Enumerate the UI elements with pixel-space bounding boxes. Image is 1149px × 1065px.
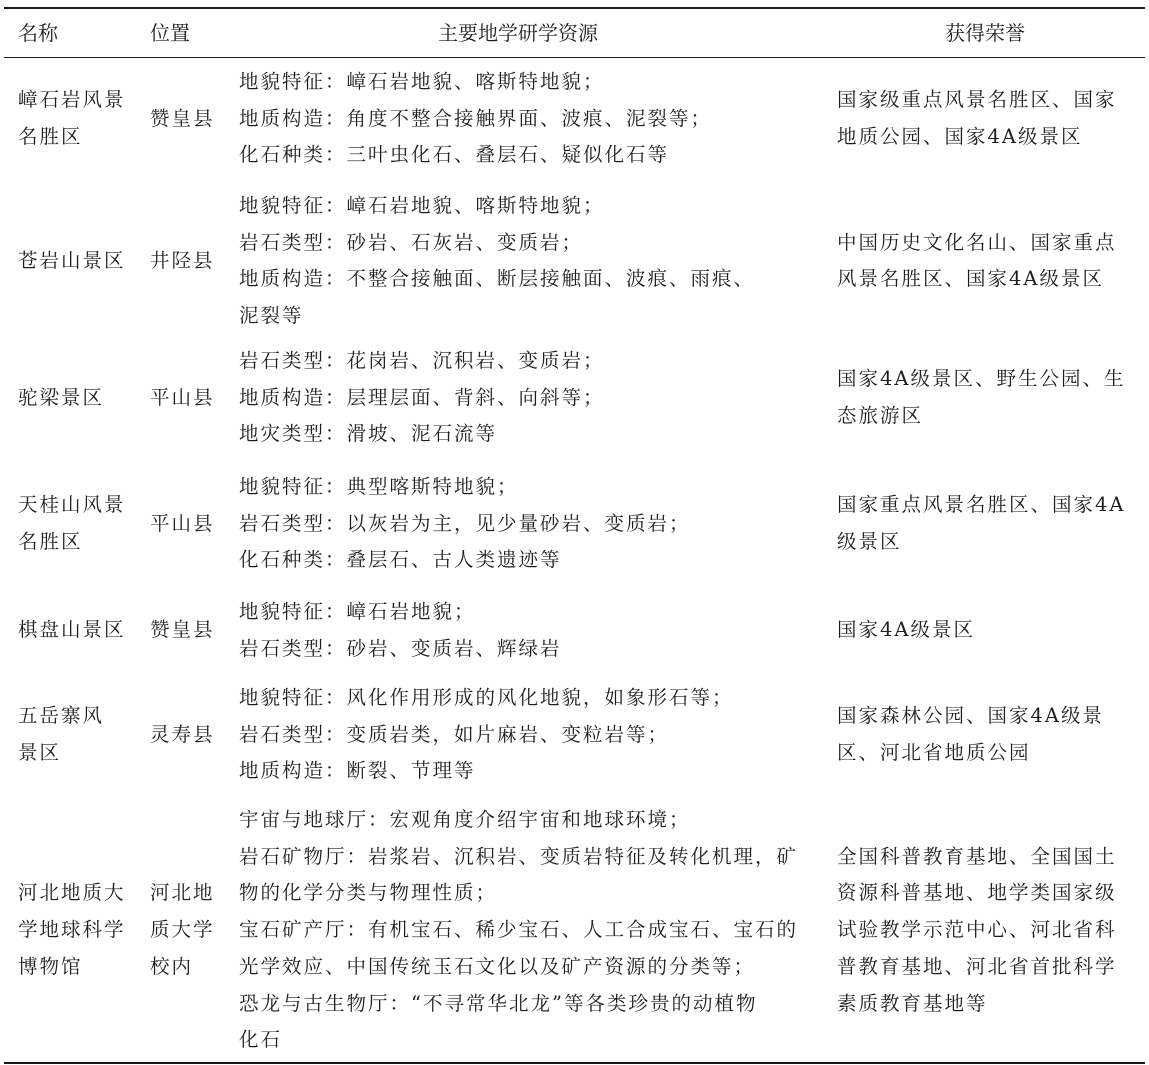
header-resources: 主要地学研学资源: [438, 21, 598, 45]
honors-line: 普教育基地、河北省首批科学: [837, 954, 1117, 978]
honors-line: 中国历史文化名山、国家重点: [837, 230, 1117, 254]
resources-line: 化石种类：叠层石、古人类遗迹等: [239, 548, 562, 572]
location-line: 质大学: [150, 918, 215, 942]
cell-name: [18, 243, 126, 280]
cell-name: [18, 698, 104, 771]
honors-line: 国家4A级景区、野生公园、生: [837, 367, 1126, 391]
honors-line: 资源科普基地、地学类国家级: [837, 881, 1117, 905]
cell-name: [18, 380, 104, 417]
name-line: 五岳寨风: [18, 704, 105, 728]
cell-location: [150, 506, 215, 543]
name-line: 嶂石岩风景: [18, 88, 126, 112]
honors-line: 国家重点风景名胜区、国家4A: [837, 493, 1126, 517]
resources-line: 地质构造：角度不整合接触界面、波痕、泥裂等；: [239, 106, 713, 130]
resources-line: 宇宙与地球厅：宏观角度介绍宇宙和地球环境；: [239, 808, 691, 831]
resources-line: 化石: [239, 1028, 283, 1052]
resources-line: 恐龙与古生物厅：“不寻常华北龙”等各类珍贵的动植物: [239, 991, 758, 1015]
resources-line: 光学效应、中国传统玉石文化以及矿产资源的分类等；: [239, 954, 756, 978]
cell-resources: [239, 343, 605, 453]
location-line: 赞皇县: [150, 618, 215, 642]
cell-honors: [837, 487, 1126, 560]
name-line: 学地球科学: [18, 918, 126, 942]
honors-line: 试验教学示范中心、河北省科: [837, 918, 1117, 942]
honors-line: 国家森林公园、国家4A级景: [837, 704, 1104, 728]
resources-line: 宝石矿产厅：有机宝石、稀少宝石、人工合成宝石、宝石的: [239, 918, 799, 942]
resources-line: 地貌特征：嶂石岩地貌；: [239, 600, 476, 623]
cell-name: [18, 82, 126, 155]
table-top-rule: [4, 7, 1145, 9]
honors-line: 国家级重点风景名胜区、国家: [837, 88, 1117, 112]
cell-resources: [239, 594, 562, 667]
cell-name: [18, 487, 126, 560]
cell-location: [150, 875, 215, 985]
resources-line: 物的化学分类与物理性质；: [239, 881, 498, 905]
resources-line: 地貌特征：嶂石岩地貌、喀斯特地貌；: [239, 70, 605, 93]
cell-resources: [239, 188, 755, 335]
location-line: 河北地: [150, 881, 215, 905]
table-header-rule: [4, 57, 1145, 58]
resources-line: 地质构造：断裂、节理等: [239, 759, 476, 783]
cell-location: [150, 612, 215, 649]
cell-honors: [837, 839, 1117, 1023]
location-line: 平山县: [150, 385, 215, 409]
name-line: 博物馆: [18, 954, 83, 978]
name-line: 天桂山风景: [18, 493, 126, 517]
honors-line: 地质公园、国家4A级景区: [837, 125, 1083, 149]
cell-name: [18, 612, 126, 649]
cell-honors: [837, 225, 1117, 298]
name-line: 苍岩山景区: [18, 249, 126, 273]
location-line: 赞皇县: [150, 106, 215, 130]
cell-honors: [837, 612, 975, 649]
name-line: 驼梁景区: [18, 385, 105, 409]
cell-honors: [837, 698, 1104, 771]
cell-location: [150, 243, 215, 280]
resources-line: 地质构造：层理层面、背斜、向斜等；: [239, 385, 605, 409]
cell-location: [150, 380, 215, 417]
resources-line: 地质构造：不整合接触面、断层接触面、波痕、雨痕、: [239, 267, 756, 291]
cell-location: [150, 101, 215, 138]
resources-line: 地灾类型：滑坡、泥石流等: [239, 422, 498, 446]
cell-location: [150, 717, 215, 754]
location-line: 平山县: [150, 511, 215, 535]
honors-line: 风景名胜区、国家4A级景区: [837, 267, 1104, 291]
header-honors: 获得荣誉: [945, 21, 1025, 45]
cell-honors: [837, 361, 1126, 434]
name-line: 名胜区: [18, 125, 83, 149]
honors-line: 区、河北省地质公园: [837, 741, 1031, 765]
resources-line: 岩石类型：以灰岩为主，见少量砂岩、变质岩；: [239, 511, 691, 535]
location-line: 灵寿县: [150, 722, 215, 746]
name-line: 河北地质大: [18, 881, 126, 905]
cell-honors: [837, 82, 1117, 155]
resources-line: 地貌特征：风化作用形成的风化地貌，如象形石等；: [239, 686, 734, 709]
cell-name: [18, 875, 126, 985]
cell-resources: [239, 64, 712, 174]
header-name: 名称: [18, 21, 58, 45]
resources-line: 岩石类型：砂岩、石灰岩、变质岩；: [239, 230, 584, 254]
resources-line: 岩石类型：花岗岩、沉积岩、变质岩；: [239, 349, 605, 372]
cell-resources: [239, 680, 734, 790]
resources-line: 化石种类：三叶虫化石、叠层石、疑似化石等: [239, 143, 670, 167]
location-line: 校内: [150, 954, 194, 978]
honors-line: 全国科普教育基地、全国国土: [837, 844, 1117, 868]
resources-line: 岩石矿物厅：岩浆岩、沉积岩、变质岩特征及转化机理，矿: [239, 844, 799, 868]
resources-line: 泥裂等: [239, 304, 304, 328]
resources-line: 地貌特征：嶂石岩地貌、喀斯特地貌；: [239, 194, 605, 217]
cell-resources: [239, 802, 798, 1059]
table-bottom-rule: [4, 1062, 1145, 1064]
honors-line: 国家4A级景区: [837, 618, 975, 642]
resources-line: 岩石类型：变质岩类，如片麻岩、变粒岩等；: [239, 722, 670, 746]
name-line: 景区: [18, 741, 62, 765]
location-line: 井陉县: [150, 249, 215, 273]
name-line: 棋盘山景区: [18, 618, 126, 642]
honors-line: 级景区: [837, 530, 902, 554]
cell-resources: [239, 469, 691, 579]
honors-line: 素质教育基地等: [837, 991, 988, 1015]
name-line: 名胜区: [18, 530, 83, 554]
honors-line: 态旅游区: [837, 404, 924, 428]
resources-line: 岩石类型：砂岩、变质岩、辉绿岩: [239, 636, 562, 660]
header-location: 位置: [150, 21, 190, 45]
resources-line: 地貌特征：典型喀斯特地貌；: [239, 475, 519, 498]
